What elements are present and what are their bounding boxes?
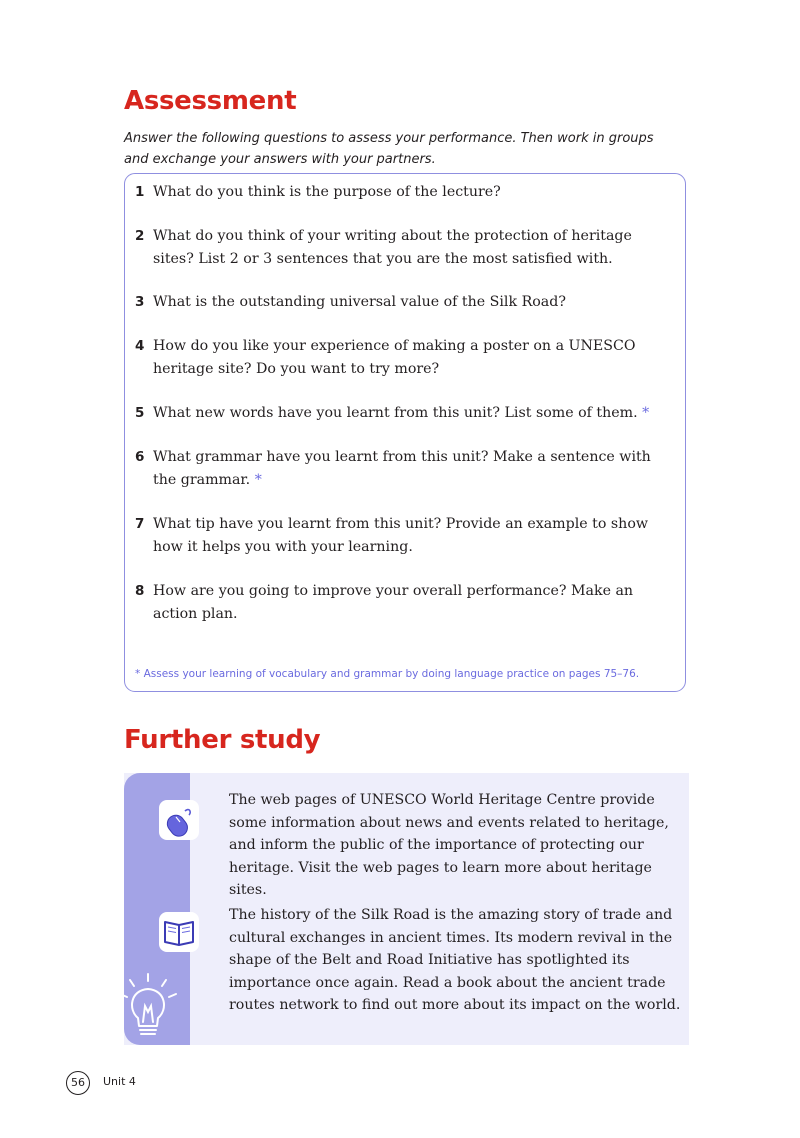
question-item [135, 446, 670, 491]
unit-label: Unit 4 [103, 1075, 136, 1088]
question-item [135, 335, 670, 380]
question-text: What new words have you learnt from this unit? List some of them. [153, 405, 638, 421]
mouse-icon [159, 800, 199, 840]
further-study-heading: Further study [124, 725, 321, 755]
assessment-footnote: * Assess your learning of vocabulary and grammar by doing language practice on pages 75–76. [135, 668, 640, 680]
self-check-asterisk: * [254, 471, 262, 488]
assessment-instructions: Answer the following questions to assess your performance. Then work in groups and exchange your answers with your partners. [124, 131, 654, 167]
question-item [135, 291, 670, 314]
question-item [135, 225, 670, 270]
assessment-heading: Assessment [124, 86, 297, 116]
question-number: 7 [135, 516, 145, 532]
question-text: How do you like your experience of making a poster on a UNESCO heritage site? Do you want to try more? [153, 338, 636, 377]
further-study-web-paragraph: The web pages of UNESCO World Heritage Centre provide some information about news and events related to heritage, and inform the public of the importance of protecting our heritage. Visit the web pages to learn more about heritage sites. [229, 792, 669, 898]
question-text: What grammar have you learnt from this unit? Make a sentence with the grammar. [153, 449, 651, 488]
question-number: 2 [135, 228, 145, 244]
question-item [135, 580, 670, 625]
question-text: How are you going to improve your overall performance? Make an action plan. [153, 583, 634, 622]
question-number: 1 [135, 184, 145, 200]
assessment-question-box [124, 173, 686, 692]
further-study-book-paragraph: The history of the Silk Road is the amazing story of trade and cultural exchanges in ancient times. Its modern revival in the shape of the Belt and Road Initiative has spotlighted its importance once again. Read a book about the ancient trade routes network to find out more about its impact on the world. [229, 907, 681, 1013]
question-number: 6 [135, 449, 145, 465]
question-text: What do you think is the purpose of the lecture? [153, 184, 501, 200]
question-item [135, 513, 670, 558]
question-text: What tip have you learnt from this unit? Provide an example to show how it helps you with your learning. [153, 516, 649, 555]
question-number: 5 [135, 405, 145, 421]
question-number: 8 [135, 583, 145, 599]
book-icon [159, 912, 199, 952]
lightbulb-icon [116, 972, 180, 1048]
question-number: 4 [135, 338, 145, 354]
question-number: 3 [135, 294, 145, 310]
self-check-asterisk: * [642, 405, 650, 421]
question-text: What is the outstanding universal value of the Silk Road? [153, 294, 566, 310]
question-item [135, 402, 670, 425]
question-item [135, 181, 670, 204]
page-number: 56 [66, 1071, 90, 1095]
question-text: What do you think of your writing about the protection of heritage sites? List 2 or 3 sentences that you are the most satisfied with. [153, 228, 632, 267]
